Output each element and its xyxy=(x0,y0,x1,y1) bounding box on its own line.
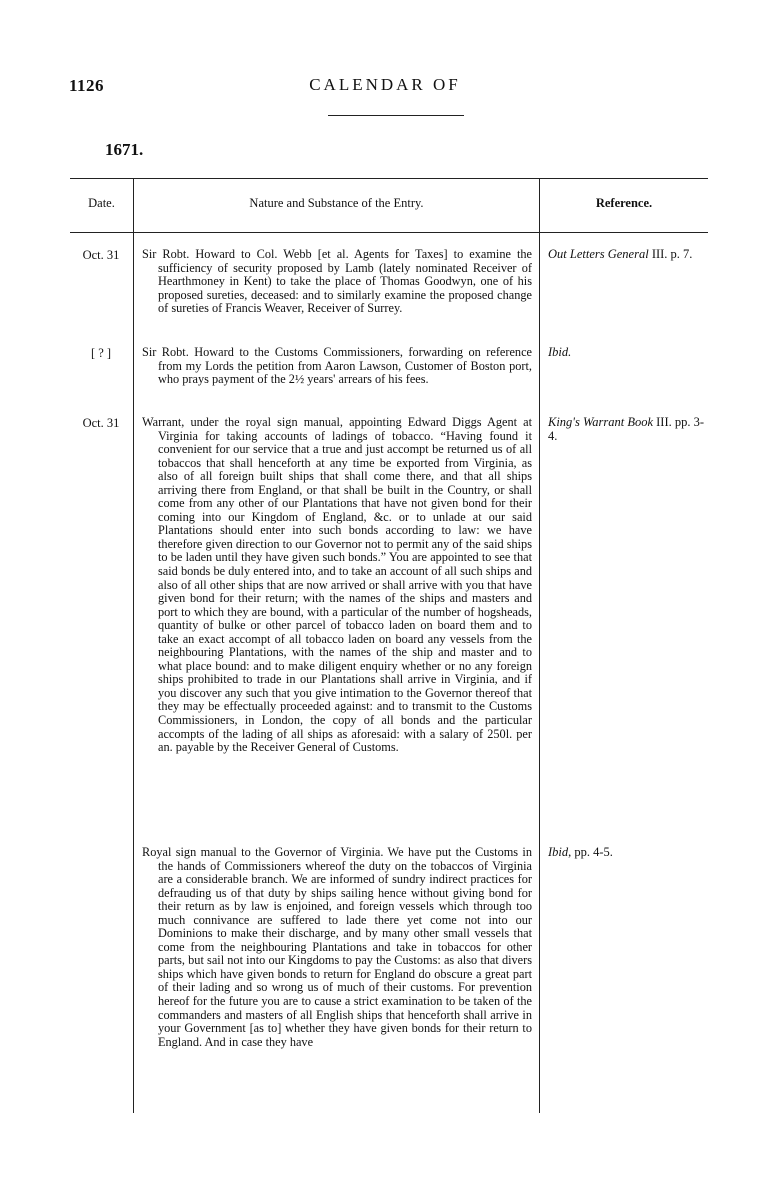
entry-1-text: Sir Robt. Howard to Col. Webb [et al. Agents for Taxes] to examine the sufficiency of security proposed by Lamb (lately nominated Receiver of Hearthmoney in Kent) to take the place of Thomas Goodwyn, one of his proposed sureties, deceased: and to similarly examine the proposed change of sureties of Francis Weaver, Receiver of Surrey. xyxy=(142,247,532,316)
entry-1-date: Oct. 31 xyxy=(82,248,120,262)
table-top-rule xyxy=(70,178,708,179)
column-divider-1-lower xyxy=(133,413,134,1113)
entry-1-reference-title: Out Letters General xyxy=(548,247,649,261)
header-rule xyxy=(328,115,464,116)
entry-3-reference-detail: III. pp. 3-4. xyxy=(548,415,705,443)
year-heading: 1671. xyxy=(105,140,144,159)
entry-4-text: Royal sign manual to the Governor of Virginia. We have put the Customs in the hands of Commissioners whereof the duty on the tobaccos of Virginia are a considerable branch. We are informed of sundry indirect practices for defrauding us of that duty by ships sailing hence without giving bond for their return as by law is enjoined, and foreign vessels which through too much connivance are suffered to lade there yet come not into our Dominions to make their discharge, and by many other small vessels that come from the neighbouring Plantations and take in tobaccos for other parts, but sail not into our Kingdoms to pay the Customs: as also that divers ships which have given bonds to return for England do obscure a great part of their lading and so wrong us of much of their customs. For prevention hereof for the future you are to cause a strict examination to be taken of the commanders and masters of all English ships that henceforth shall arrive in your Government [as to] whether they have given bonds for their return to England. And in case they have xyxy=(142,845,532,1049)
entry-2-date: [ ? ] xyxy=(90,346,112,360)
column-divider-1 xyxy=(133,178,134,413)
column-header-reference: Reference. xyxy=(595,196,653,210)
entry-3-reference-title: King's Warrant Book xyxy=(548,415,653,429)
entry-2-reference-title: Ibid. xyxy=(548,345,572,359)
entry-3-reference xyxy=(548,416,708,443)
page-number: 1126 xyxy=(69,76,105,95)
entry-2-text: Sir Robt. Howard to the Customs Commissioners, forwarding on reference from my Lords the petition from Aaron Lawson, Customer of Boston port, who prays payment of the 2½ years' arrears of his fees. xyxy=(142,345,532,387)
column-header-nature: Nature and Substance of the Entry. xyxy=(249,196,424,210)
column-divider-2 xyxy=(539,178,540,1113)
entry-1-reference-detail: III. p. 7. xyxy=(648,247,693,261)
column-header-date: Date. xyxy=(88,196,115,210)
entry-3-text: Warrant, under the royal sign manual, appointing Edward Diggs Agent at Virginia for taking accounts of ladings of tobacco. “Having found it convenient for our service that a true and just accompt be returned us of all tobaccos that shall henceforth at any time be exported from Virginia, as also of all foreign built ships that shall come there, and that all ships arriving there from England, or that shall be built in the Country, or shall come from any other of our Plantations that have not given bond for their coming into our Kingdom of England, &c. or to unlade at our said Plantations should enter into such bonds according to law: we have therefore given direction to our Governor not to permit any of the said ships to be laden until they have given such bonds.” You are appointed to see that said bonds be duly entered into, and to take an account of all such ships and also of all other ships that are now arrived or shall arrive with you that have given bond for their return; with the names of the ships and masters and port to which they are bound, with a particular of the number of hogsheads, quantity of bulke or other parcel of tobacco laden on board them and to take an exact accompt of all tobacco laden on board any vessels from the neighbouring Plantations, with the names of the ship and master and to what place bound: and to make diligent enquiry whether or no any foreign ships prohibited to trade in our Plantations shall arrive in Virginia, and if you discover any such that you give intimation to the Governor thereof that they may be effectually proceeded against: and to transmit to the Customs Commissioners, in London, the copy of all bonds and the particular accompts of the lading of all ships as aforesaid: with a salary of 250l. per an. payable by the Receiver General of Customs. xyxy=(142,415,532,755)
entry-4-reference xyxy=(548,846,708,860)
entry-4-reference-title: Ibid xyxy=(548,845,569,859)
entry-2-reference xyxy=(548,346,708,360)
entry-4-reference-detail: , pp. 4-5. xyxy=(568,845,613,859)
running-title: CALENDAR OF xyxy=(309,75,461,94)
entry-3-date: Oct. 31 xyxy=(82,416,120,430)
entry-1-reference xyxy=(548,248,708,262)
header-bottom-rule xyxy=(70,232,708,233)
